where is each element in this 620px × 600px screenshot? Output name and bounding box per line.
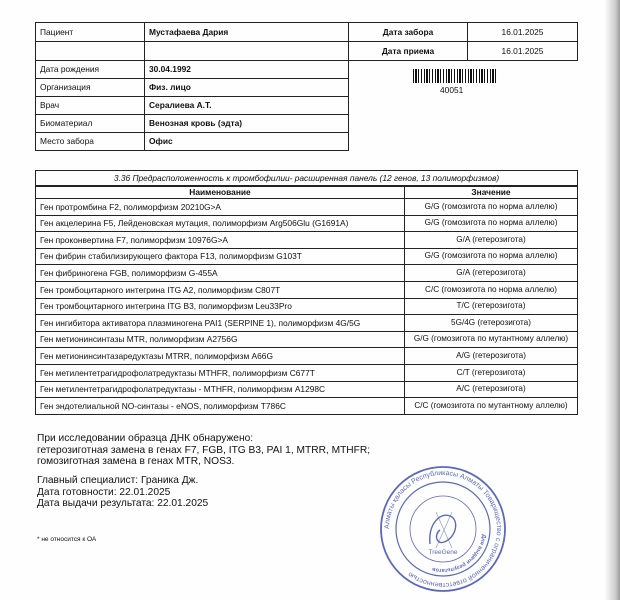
gene-value: G/A (гетерозигота) [405, 265, 578, 282]
gene-value: T/C (гетерозигота) [405, 298, 578, 315]
table-row [36, 298, 578, 315]
gene-value: C/T (гетерозигота) [405, 364, 578, 381]
table-row [36, 398, 578, 415]
col-name-header: Наименование [36, 187, 405, 199]
place-value: Офис [145, 133, 349, 151]
patient-value: Мустафаева Дария [145, 23, 349, 42]
stamp-inner-text: Для выдачи результатов [431, 533, 487, 574]
findings-block [37, 433, 370, 468]
patient-label: Пациент [36, 23, 145, 42]
stamp-brand: TreeGene [428, 549, 458, 556]
collect-date-value: 16.01.2025 [468, 23, 578, 42]
gene-name: Ген фибрин стабилизирующего фактора F13, полиморфизм G103T [36, 248, 405, 265]
gene-name: Ген метилентетрагидрофолатредуктазы MTHFR, полиморфизм C677T [36, 364, 405, 381]
gene-name: Ген тромбоцитарного интегрина ITG A2, полиморфизм C807T [36, 281, 405, 298]
findings-line-1: При исследовании образца ДНК обнаружено: [37, 433, 254, 444]
table-row [36, 315, 578, 332]
gene-value: G/G (гомозигота по норма аллелю) [405, 248, 578, 265]
gene-name: Ген проконвертина F7, полиморфизм 10976G>A [36, 232, 405, 249]
chief-specialist: Главный специалист: Граника Дж. [37, 475, 199, 486]
gene-value: C/C (гомозигота по норма аллелю) [405, 281, 578, 298]
gene-name: Ген метилентетрагидрофолатредуктазы - MTHFR, полиморфизм A1298C [36, 381, 405, 398]
gene-name: Ген метионинсинтазы MTR, полиморфизм A2756G [36, 331, 405, 348]
doctor-value: Сералиева А.Т. [145, 97, 349, 115]
page-edge-shadow [604, 0, 620, 600]
gene-value: G/G (гомозигота по норма аллелю) [405, 215, 578, 232]
patient-info-table [35, 22, 578, 151]
gene-name: Ген ингибитора активатора плазминогена PAI1 (SERPINE 1), полиморфизм 4G/5G [36, 315, 405, 332]
gene-value: C/C (гомозигота по мутантному аллелю) [405, 398, 578, 415]
collect-date-label: Дата забора [349, 23, 468, 42]
biomaterial-value: Венозная кровь (эдта) [145, 115, 349, 133]
receive-date-value: 16.01.2025 [468, 42, 578, 61]
receive-date-label: Дата приема [349, 42, 468, 61]
stamp-ring-text: Алматы қаласы Республикасы Алматы Товарищество с ограниченной ответственностью [383, 469, 503, 589]
results-table [35, 186, 578, 415]
gene-name: Ген фибриногена FGB, полиморфизм G-455A [36, 265, 405, 282]
gene-name: Ген метионинсинтазаредуктазы MTRR, полиморфизм A66G [36, 348, 405, 365]
results-title: 3.36 Предрасположенность к тромбофилии- расширенная панель (12 генов, 13 полиморфизмов) [35, 170, 578, 186]
signature-block [37, 475, 208, 510]
table-row [36, 199, 578, 216]
gene-name: Ген протромбина F2, полиморфизм 20210G>A [36, 199, 405, 216]
dna-helix-icon [430, 515, 456, 544]
gene-value: G/A (гетерозигота) [405, 232, 578, 249]
gene-value: A/C (гетерозигота) [405, 381, 578, 398]
col-value-header: Значение [405, 187, 578, 199]
table-row [36, 248, 578, 265]
footnote: * не относится к ОА [37, 536, 97, 543]
dob-value: 30.04.1992 [145, 61, 349, 79]
findings-line-3: гомозиготная замена в генах MTR, NOS3. [37, 456, 235, 468]
issue-date: Дата выдачи результата: 22.01.2025 [37, 498, 209, 510]
table-row [36, 381, 578, 398]
organization-stamp [378, 464, 508, 594]
org-value: Физ. лицо [145, 79, 349, 97]
findings-line-2: гетерозиготная замена в генах F7, FGB, ITG B3, PAI 1, MTRR, MTHFR; [37, 444, 371, 456]
table-row [36, 281, 578, 298]
table-row [36, 232, 578, 249]
ready-date: Дата готовности: 22.01.2025 [37, 486, 171, 498]
table-row [36, 364, 578, 381]
gene-name: Ген эндотелиальной NO-синтазы - eNOS, полиморфизм T786C [36, 398, 405, 415]
gene-value: A/G (гетерозигота) [405, 348, 578, 365]
gene-value: G/G (гомозигота по норма аллелю) [405, 199, 578, 216]
table-row [36, 215, 578, 232]
barcode-number: 40051 [440, 85, 464, 95]
biomaterial-label: Биоматериал [36, 115, 145, 133]
gene-name: Ген акцелерина F5, Лейденовская мутация, полиморфизм Arg506Glu (G1691A) [36, 215, 405, 232]
gene-name: Ген тромбоцитарного интегрина ITG B3, полиморфизм Leu33Pro [36, 298, 405, 315]
org-label: Организация [36, 79, 145, 97]
table-row [36, 265, 578, 282]
dob-label: Дата рождения [36, 61, 145, 79]
table-row [36, 348, 578, 365]
barcode [413, 69, 498, 83]
gene-value: 5G/4G (гетерозигота) [405, 315, 578, 332]
place-label: Место забора [36, 133, 145, 151]
table-row [36, 331, 578, 348]
gene-value: G/G (гомозигота по мутантному аллелю) [405, 331, 578, 348]
doctor-label: Врач [36, 97, 145, 115]
